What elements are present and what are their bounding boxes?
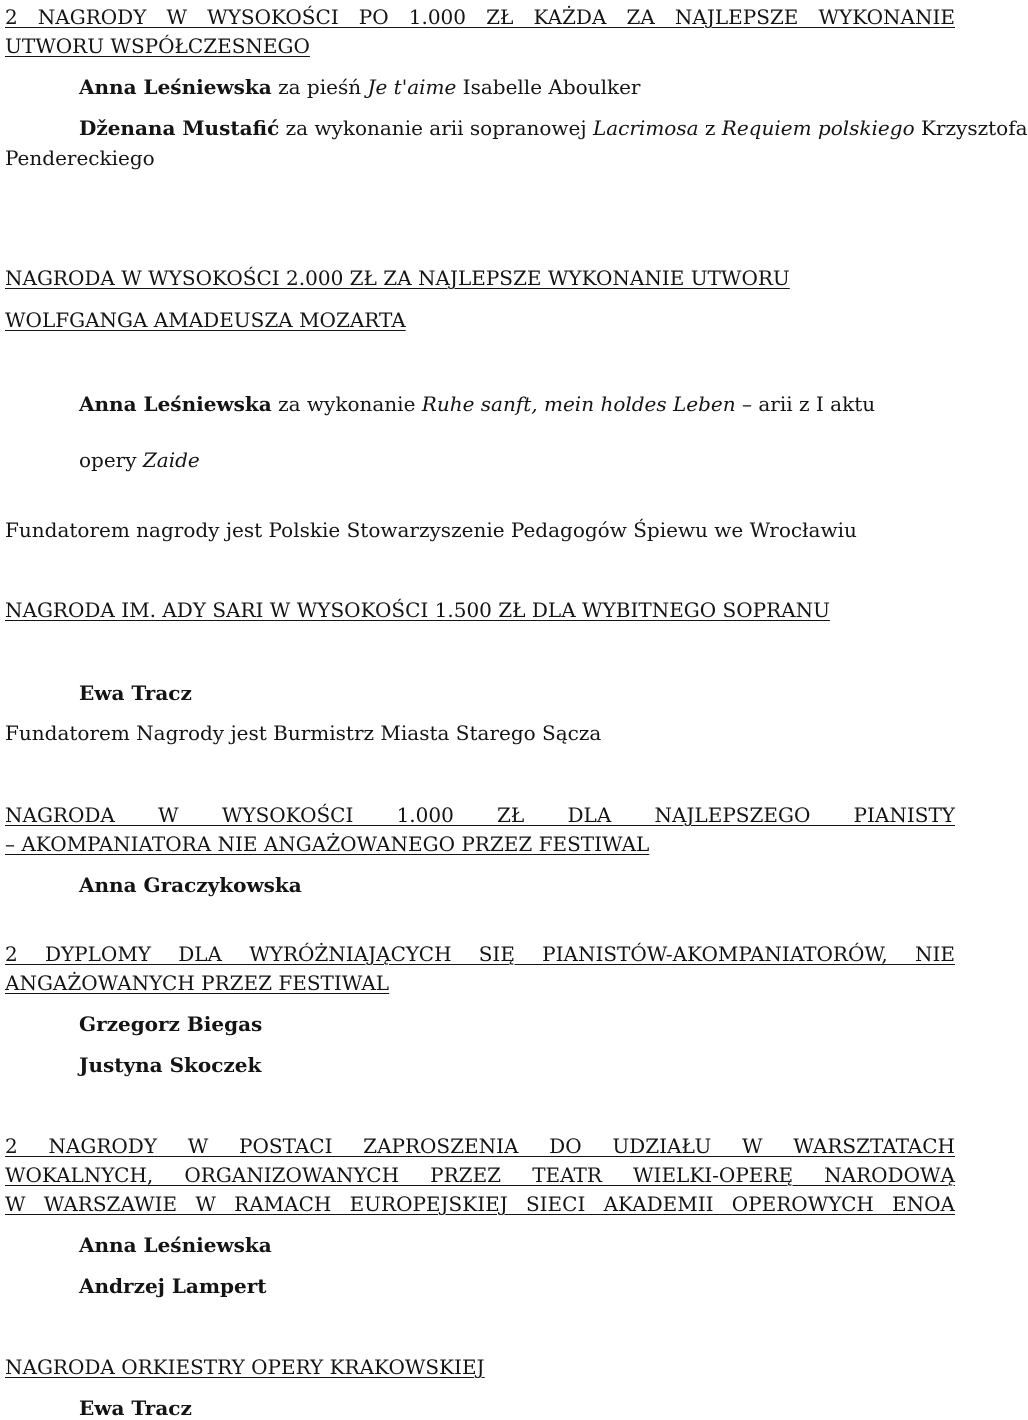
s1-winner-1 [79,77,640,97]
winner-name: Anna Leśniewska [79,1233,272,1257]
text: za wykonanie [271,392,422,416]
s6-winner-1 [79,1235,272,1255]
s2-winner-cont [79,450,200,470]
s4-heading-line2: – AKOMPANIATORA NIE ANGAŻOWANEGO PRZEZ FESTIWAL [5,832,650,856]
s6-heading-line1: 2 NAGRODY W POSTACI ZAPROSZENIA DO UDZIAŁU W WARSZTATACH [5,1134,955,1158]
s6-winner-2 [79,1276,267,1296]
text: za pieśń [271,75,368,99]
winner-name: Grzegorz Biegas [79,1012,263,1036]
winner-name: Anna Leśniewska [79,392,272,416]
winner-name: Anna Leśniewska [79,75,272,99]
s7-winner [79,1398,192,1418]
s1-winner-2 [79,118,1028,138]
s2-heading-line1: NAGRODA W WYSOKOŚCI 2.000 ZŁ ZA NAJLEPSZE WYKONANIE UTWORU [5,266,790,290]
s4-winner [79,875,302,895]
text: za wykonanie arii sopranowej [279,116,593,140]
s5-winner-1 [79,1014,262,1034]
winner-name: Anna Graczykowska [79,873,302,897]
winner-name: Ewa Tracz [79,681,192,705]
winner-name: Ewa Tracz [79,1396,192,1420]
s2-heading-line2: WOLFGANGA AMADEUSZA MOZARTA [5,308,406,332]
work-title: Ruhe sanft, mein holdes Leben [421,392,736,416]
text: Krzysztofa [914,116,1028,140]
winner-name: Andrzej Lampert [79,1274,267,1298]
s2-funder: Fundatorem nagrody jest Polskie Stowarzyszenie Pedagogów Śpiewu we Wrocławiu [5,518,857,542]
s5-winner-2 [79,1055,261,1075]
winner-name: Justyna Skoczek [79,1053,262,1077]
s4-heading-line1: NAGRODA W WYSOKOŚCI 1.000 ZŁ DLA NAJLEPSZEGO PIANISTY [5,803,955,827]
s1-heading-line2: UTWORU WSPÓŁCZESNEGO [5,34,310,58]
text: z [698,116,722,140]
s1-heading-line1: 2 NAGRODY W WYSOKOŚCI PO 1.000 ZŁ KAŻDA ZA NAJLEPSZE WYKONANIE [5,5,955,29]
work-title: Zaide [142,448,200,472]
s3-funder: Fundatorem Nagrody jest Burmistrz Miasta Starego Sącza [5,721,602,745]
winner-name: Dženana Mustafić [79,116,280,140]
work-title: Je t'aime [367,75,457,99]
work-title: Lacrimosa [592,116,699,140]
s7-heading: NAGRODA ORKIESTRY OPERY KRAKOWSKIEJ [5,1355,485,1379]
s3-winner [79,683,192,703]
s2-winner [79,394,875,414]
text: Isabelle Aboulker [456,75,641,99]
s1-winner-2-cont: Pendereckiego [5,146,155,170]
text: – arii z I aktu [735,392,876,416]
s6-heading-line3: W WARSZAWIE W RAMACH EUROPEJSKIEJ SIECI AKADEMII OPEROWYCH ENOA [5,1192,955,1216]
s3-heading: NAGRODA IM. ADY SARI W WYSOKOŚCI 1.500 ZŁ DLA WYBITNEGO SOPRANU [5,598,830,622]
work-title: Requiem polskiego [721,116,915,140]
s5-heading-line2: ANGAŻOWANYCH PRZEZ FESTIWAL [5,971,390,995]
text: opery [79,448,143,472]
s5-heading-line1: 2 DYPLOMY DLA WYRÓŻNIAJĄCYCH SIĘ PIANISTÓW-AKOMPANIATORÓW, NIE [5,942,955,966]
s6-heading-line2: WOKALNYCH, ORGANIZOWANYCH PRZEZ TEATR WIELKI-OPERĘ NARODOWĄ [5,1163,955,1187]
